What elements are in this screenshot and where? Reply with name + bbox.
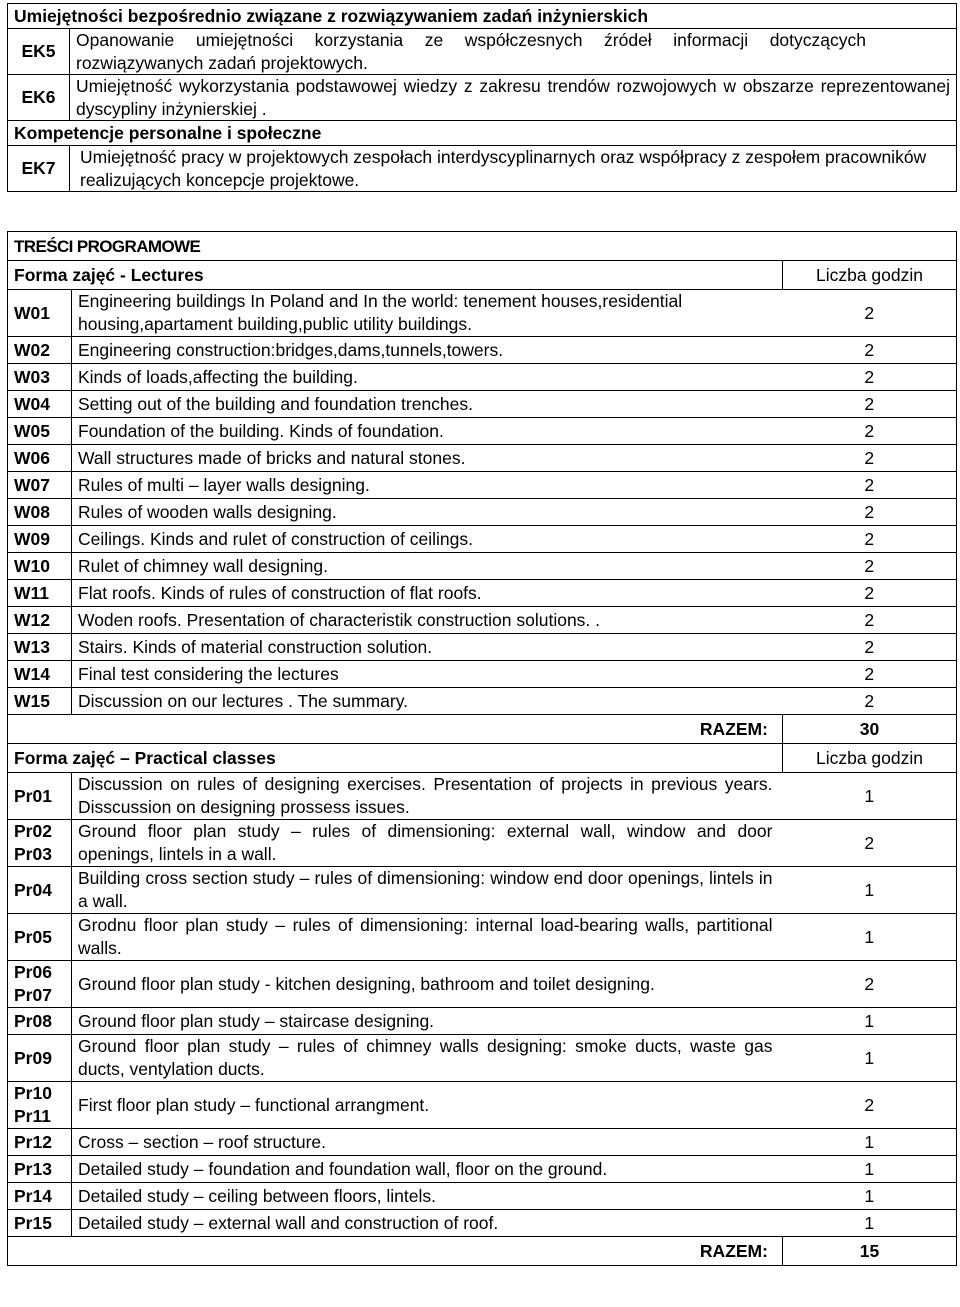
row-topic: Kinds of loads,affecting the building. (72, 364, 783, 391)
table-row (8, 580, 957, 607)
row-hours: 1 (782, 1183, 956, 1210)
row-topic: Stairs. Kinds of material construction solution. (72, 634, 783, 661)
row-hours: 1 (782, 1129, 956, 1156)
row-hours: 2 (782, 290, 956, 337)
row-code: W03 (8, 364, 72, 391)
row-hours: 2 (782, 337, 956, 364)
row-code: Pr01 (8, 773, 72, 820)
row-hours: 2 (782, 472, 956, 499)
practical-total-label: RAZEM: (8, 1237, 783, 1266)
table-row (8, 1156, 957, 1183)
row-code: W14 (8, 661, 72, 688)
table-row (8, 1210, 957, 1237)
row-topic: Rules of multi – layer walls designing. (72, 472, 783, 499)
row-hours: 2 (782, 607, 956, 634)
table-row (8, 634, 957, 661)
practical-form-label: Forma zajęć – Practical classes (8, 744, 783, 773)
table-row (8, 773, 957, 820)
row-code: W06 (8, 445, 72, 472)
row-topic: First floor plan study – functional arrangment. (72, 1082, 783, 1129)
lectures-form-label: Forma zajęć - Lectures (8, 261, 783, 290)
table-row (8, 820, 957, 867)
row-code: W04 (8, 391, 72, 418)
row-topic: Final test considering the lectures (72, 661, 783, 688)
table-row (8, 445, 957, 472)
table-row (8, 337, 957, 364)
row-code: W05 (8, 418, 72, 445)
row-code: Pr15 (8, 1210, 72, 1237)
row-code: Pr05 (8, 914, 72, 961)
table-row (8, 1008, 957, 1035)
row-hours: 2 (782, 820, 956, 867)
row-code: Pr06 Pr07 (8, 961, 72, 1008)
row-topic: Wall structures made of bricks and natural stones. (72, 445, 783, 472)
outcome-code: EK7 (8, 146, 70, 192)
table-row (8, 661, 957, 688)
row-hours: 2 (782, 445, 956, 472)
row-hours: 2 (782, 580, 956, 607)
table-row (8, 553, 957, 580)
row-topic: Grodnu floor plan study – rules of dimensioning: internal load-bearing walls, partitional walls. (72, 914, 783, 961)
table-row (8, 472, 957, 499)
competences-header: Kompetencje personalne i społeczne (8, 121, 957, 146)
row-hours: 2 (782, 526, 956, 553)
table-row (8, 867, 957, 914)
row-topic: Woden roofs. Presentation of characteristik construction solutions. . (72, 607, 783, 634)
row-hours: 2 (782, 364, 956, 391)
row-hours: 2 (782, 688, 956, 715)
row-code: W01 (8, 290, 72, 337)
outcome-code: EK5 (8, 29, 70, 75)
row-code: Pr14 (8, 1183, 72, 1210)
row-topic: Setting out of the building and foundation trenches. (72, 391, 783, 418)
row-code: Pr08 (8, 1008, 72, 1035)
row-topic: Discussion on our lectures . The summary. (72, 688, 783, 715)
row-hours: 2 (782, 499, 956, 526)
row-topic: Discussion on rules of designing exercises. Presentation of projects in previous years. Disscussion on designing prossess issues. (72, 773, 783, 820)
row-code: Pr13 (8, 1156, 72, 1183)
row-hours: 1 (782, 1156, 956, 1183)
program-title: TREŚCI PROGRAMOWE (8, 232, 957, 261)
row-code: Pr04 (8, 867, 72, 914)
lectures-total: 30 (782, 715, 956, 744)
row-hours: 1 (782, 914, 956, 961)
row-topic: Building cross section study – rules of dimensioning: window end door openings, lintels in a wall. (72, 867, 783, 914)
practical-hours-label: Liczba godzin (782, 744, 956, 773)
table-row (8, 688, 957, 715)
row-topic: Engineering buildings In Poland and In the world: tenement houses,residential housing,apartament building,public utility buildings. (72, 290, 783, 337)
table-row (8, 526, 957, 553)
row-code: W02 (8, 337, 72, 364)
row-code: Pr12 (8, 1129, 72, 1156)
row-topic: Rules of wooden walls designing. (72, 499, 783, 526)
outcome-text: Umiejętność pracy w projektowych zespołach interdyscyplinarnych oraz współpracy z zespołem pracowników realizujących koncepcje projektowe. (70, 146, 957, 192)
table-row (8, 1129, 957, 1156)
table-row (8, 1082, 957, 1129)
row-code: Pr09 (8, 1035, 72, 1082)
lectures-hours-label: Liczba godzin (782, 261, 956, 290)
practical-total: 15 (782, 1237, 956, 1266)
table-row (8, 961, 957, 1008)
row-topic: Flat roofs. Kinds of rules of construction of flat roofs. (72, 580, 783, 607)
row-hours: 2 (782, 661, 956, 688)
table-row (8, 499, 957, 526)
row-code: W10 (8, 553, 72, 580)
row-code: Pr10 Pr11 (8, 1082, 72, 1129)
row-topic: Ground floor plan study – rules of chimney walls designing: smoke ducts, waste gas ducts, ventylation ducts. (72, 1035, 783, 1082)
lectures-total-label: RAZEM: (8, 715, 783, 744)
row-topic: Ground floor plan study - kitchen designing, bathroom and toilet designing. (72, 961, 783, 1008)
row-hours: 1 (782, 1035, 956, 1082)
outcome-text: Umiejętność wykorzystania podstawowej wiedzy z zakresu trendów rozwojowych w obszarze reprezentowanej dyscypliny inżynierskiej . (70, 75, 957, 121)
row-code: W09 (8, 526, 72, 553)
row-code: W11 (8, 580, 72, 607)
row-topic: Ceilings. Kinds and rulet of construction of ceilings. (72, 526, 783, 553)
learning-outcomes-table (7, 3, 957, 192)
row-code: W08 (8, 499, 72, 526)
outcome-code: EK6 (8, 75, 70, 121)
row-hours: 2 (782, 961, 956, 1008)
row-hours: 1 (782, 867, 956, 914)
row-topic: Detailed study – external wall and construction of roof. (72, 1210, 783, 1237)
row-topic: Engineering construction:bridges,dams,tunnels,towers. (72, 337, 783, 364)
row-topic: Ground floor plan study – rules of dimensioning: external wall, window and door openings, lintels in a wall. (72, 820, 783, 867)
table-row (8, 914, 957, 961)
row-topic: Ground floor plan study – staircase designing. (72, 1008, 783, 1035)
row-hours: 2 (782, 553, 956, 580)
row-topic: Rulet of chimney wall designing. (72, 553, 783, 580)
table-row (8, 364, 957, 391)
row-code: W07 (8, 472, 72, 499)
table-row (8, 418, 957, 445)
table-row (8, 391, 957, 418)
row-code: W15 (8, 688, 72, 715)
row-topic: Detailed study – ceiling between floors, lintels. (72, 1183, 783, 1210)
row-hours: 2 (782, 1082, 956, 1129)
row-hours: 2 (782, 391, 956, 418)
table-row (8, 1035, 957, 1082)
row-hours: 2 (782, 418, 956, 445)
row-topic: Detailed study – foundation and foundation wall, floor on the ground. (72, 1156, 783, 1183)
row-topic: Cross – section – roof structure. (72, 1129, 783, 1156)
row-hours: 2 (782, 634, 956, 661)
table-row (8, 1183, 957, 1210)
table-row (8, 607, 957, 634)
row-hours: 1 (782, 1210, 956, 1237)
row-code: W13 (8, 634, 72, 661)
table-row (8, 290, 957, 337)
row-code: Pr02 Pr03 (8, 820, 72, 867)
program-table (7, 231, 957, 1266)
row-topic: Foundation of the building. Kinds of foundation. (72, 418, 783, 445)
row-code: W12 (8, 607, 72, 634)
row-hours: 1 (782, 773, 956, 820)
row-hours: 1 (782, 1008, 956, 1035)
outcome-text: Opanowanie umiejętności korzystania ze współczesnych źródeł informacji dotyczących rozwiązywanych zadań projektowych. (70, 29, 957, 75)
skills-header: Umiejętności bezpośrednio związane z rozwiązywaniem zadań inżynierskich (8, 4, 957, 29)
